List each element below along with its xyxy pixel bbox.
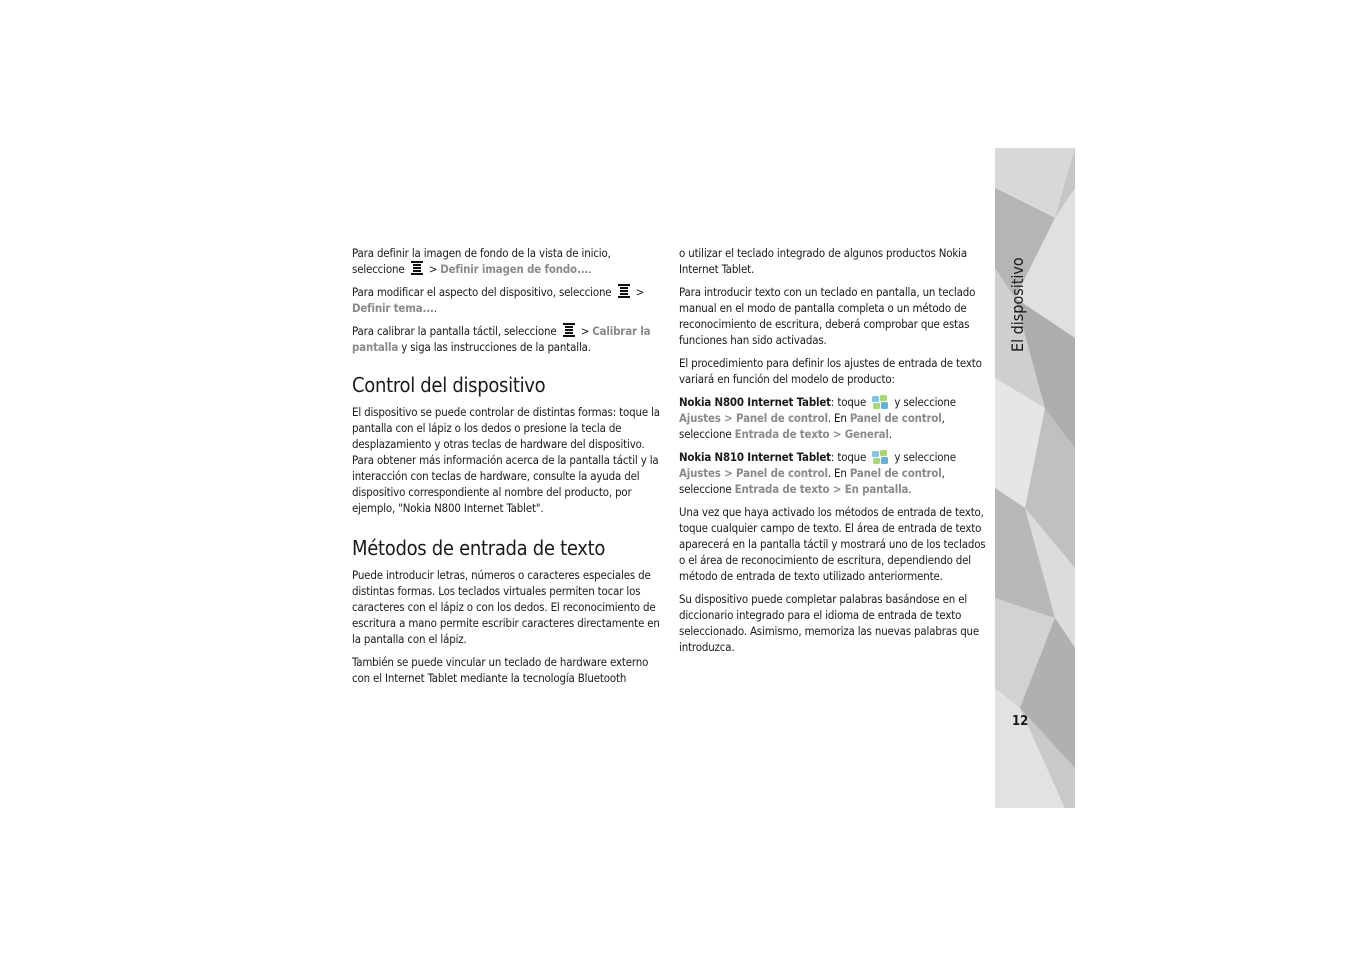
- chapter-title: El dispositivo: [1008, 257, 1027, 352]
- paragraph-calibrate: Para calibrar la pantalla táctil, seleccione > Calibrar la pantalla y siga las instrucciones de la pantalla.: [352, 324, 651, 354]
- heading-input-methods: Métodos de entrada de texto: [352, 536, 606, 560]
- paragraph-control: El dispositivo se puede controlar de distintas formas: toque la pantalla con el lápiz o los dedos o presione la tecla de desplazamiento y otras teclas de hardware del dispositivo. Para obtener más información acerca de la pantalla táctil y la interacción con teclas de hardware, consulte la ayuda del dispositivo correspondiente al nombre del producto, por ejemplo, "Nokia N800 Internet Tablet".: [352, 405, 660, 515]
- right-column: [679, 245, 989, 662]
- left-column: [352, 245, 662, 693]
- paragraph-theme: Para modificar el aspecto del dispositivo, seleccione > Definir tema....: [352, 285, 645, 315]
- menu-path-background: Definir imagen de fondo...: [440, 262, 589, 276]
- applications-icon: [871, 394, 889, 410]
- paragraph-input-methods: Puede introducir letras, números o caracteres especiales de distintas formas. Los teclados virtuales permiten tocar los caracteres con el lápiz o con los dedos. El reconocimiento de escritura a mano permite escribir caracteres directamente en la pantalla con el lápiz.: [352, 568, 660, 646]
- menu-path-calibrate: Calibrar la pantalla: [352, 324, 651, 354]
- menu-icon: [617, 284, 631, 298]
- paragraph-integrated-keyboard: o utilizar el teclado integrado de algunos productos Nokia Internet Tablet.: [679, 246, 968, 276]
- chapter-sidebar: [995, 148, 1075, 808]
- paragraph-text-area: Una vez que haya activado los métodos de entrada de texto, toque cualquier campo de texto. El área de entrada de texto aparecerá en la pantalla táctil y mostrará uno de los teclados o el área de reconocimiento de escritura, dependiendo del método de entrada de texto utilizado anteriormente.: [679, 505, 986, 583]
- applications-icon: [871, 449, 889, 465]
- paragraph-n810: Nokia N810 Internet Tablet: toque y seleccione Ajustes > Panel de control. En Panel de control, seleccione Entrada de texto > En pantalla.: [679, 450, 956, 496]
- sidebar-pattern: [995, 148, 1075, 808]
- paragraph-hardware-keyboard: También se puede vincular un teclado de hardware externo con el Internet Tablet mediante la tecnología Bluetooth: [352, 655, 649, 685]
- paragraph-n800: Nokia N800 Internet Tablet: toque y seleccione Ajustes > Panel de control. En Panel de control, seleccione Entrada de texto > General.: [679, 395, 956, 441]
- page-number: 12: [1012, 714, 1029, 729]
- paragraph-background: Para definir la imagen de fondo de la vista de inicio, seleccione > Definir imagen de fondo....: [352, 246, 611, 276]
- model-n800: Nokia N800 Internet Tablet: [679, 395, 831, 409]
- heading-control: Control del dispositivo: [352, 373, 546, 397]
- model-n810: Nokia N810 Internet Tablet: [679, 450, 831, 464]
- menu-icon: [562, 323, 576, 337]
- menu-icon: [410, 261, 424, 275]
- paragraph-activation: Para introducir texto con un teclado en pantalla, un teclado manual en el modo de pantalla completa o un método de reconocimiento de escritura, deberá comprobar que estas funciones han sido activadas.: [679, 285, 976, 347]
- paragraph-procedure: El procedimiento para definir los ajustes de entrada de texto variará en función del modelo de producto:: [679, 356, 982, 386]
- paragraph-word-completion: Su dispositivo puede completar palabras basándose en el diccionario integrado para el idioma de entrada de texto seleccionado. Asimismo, memoriza las nuevas palabras que introduzca.: [679, 592, 980, 654]
- menu-path-theme: Definir tema...: [352, 301, 434, 315]
